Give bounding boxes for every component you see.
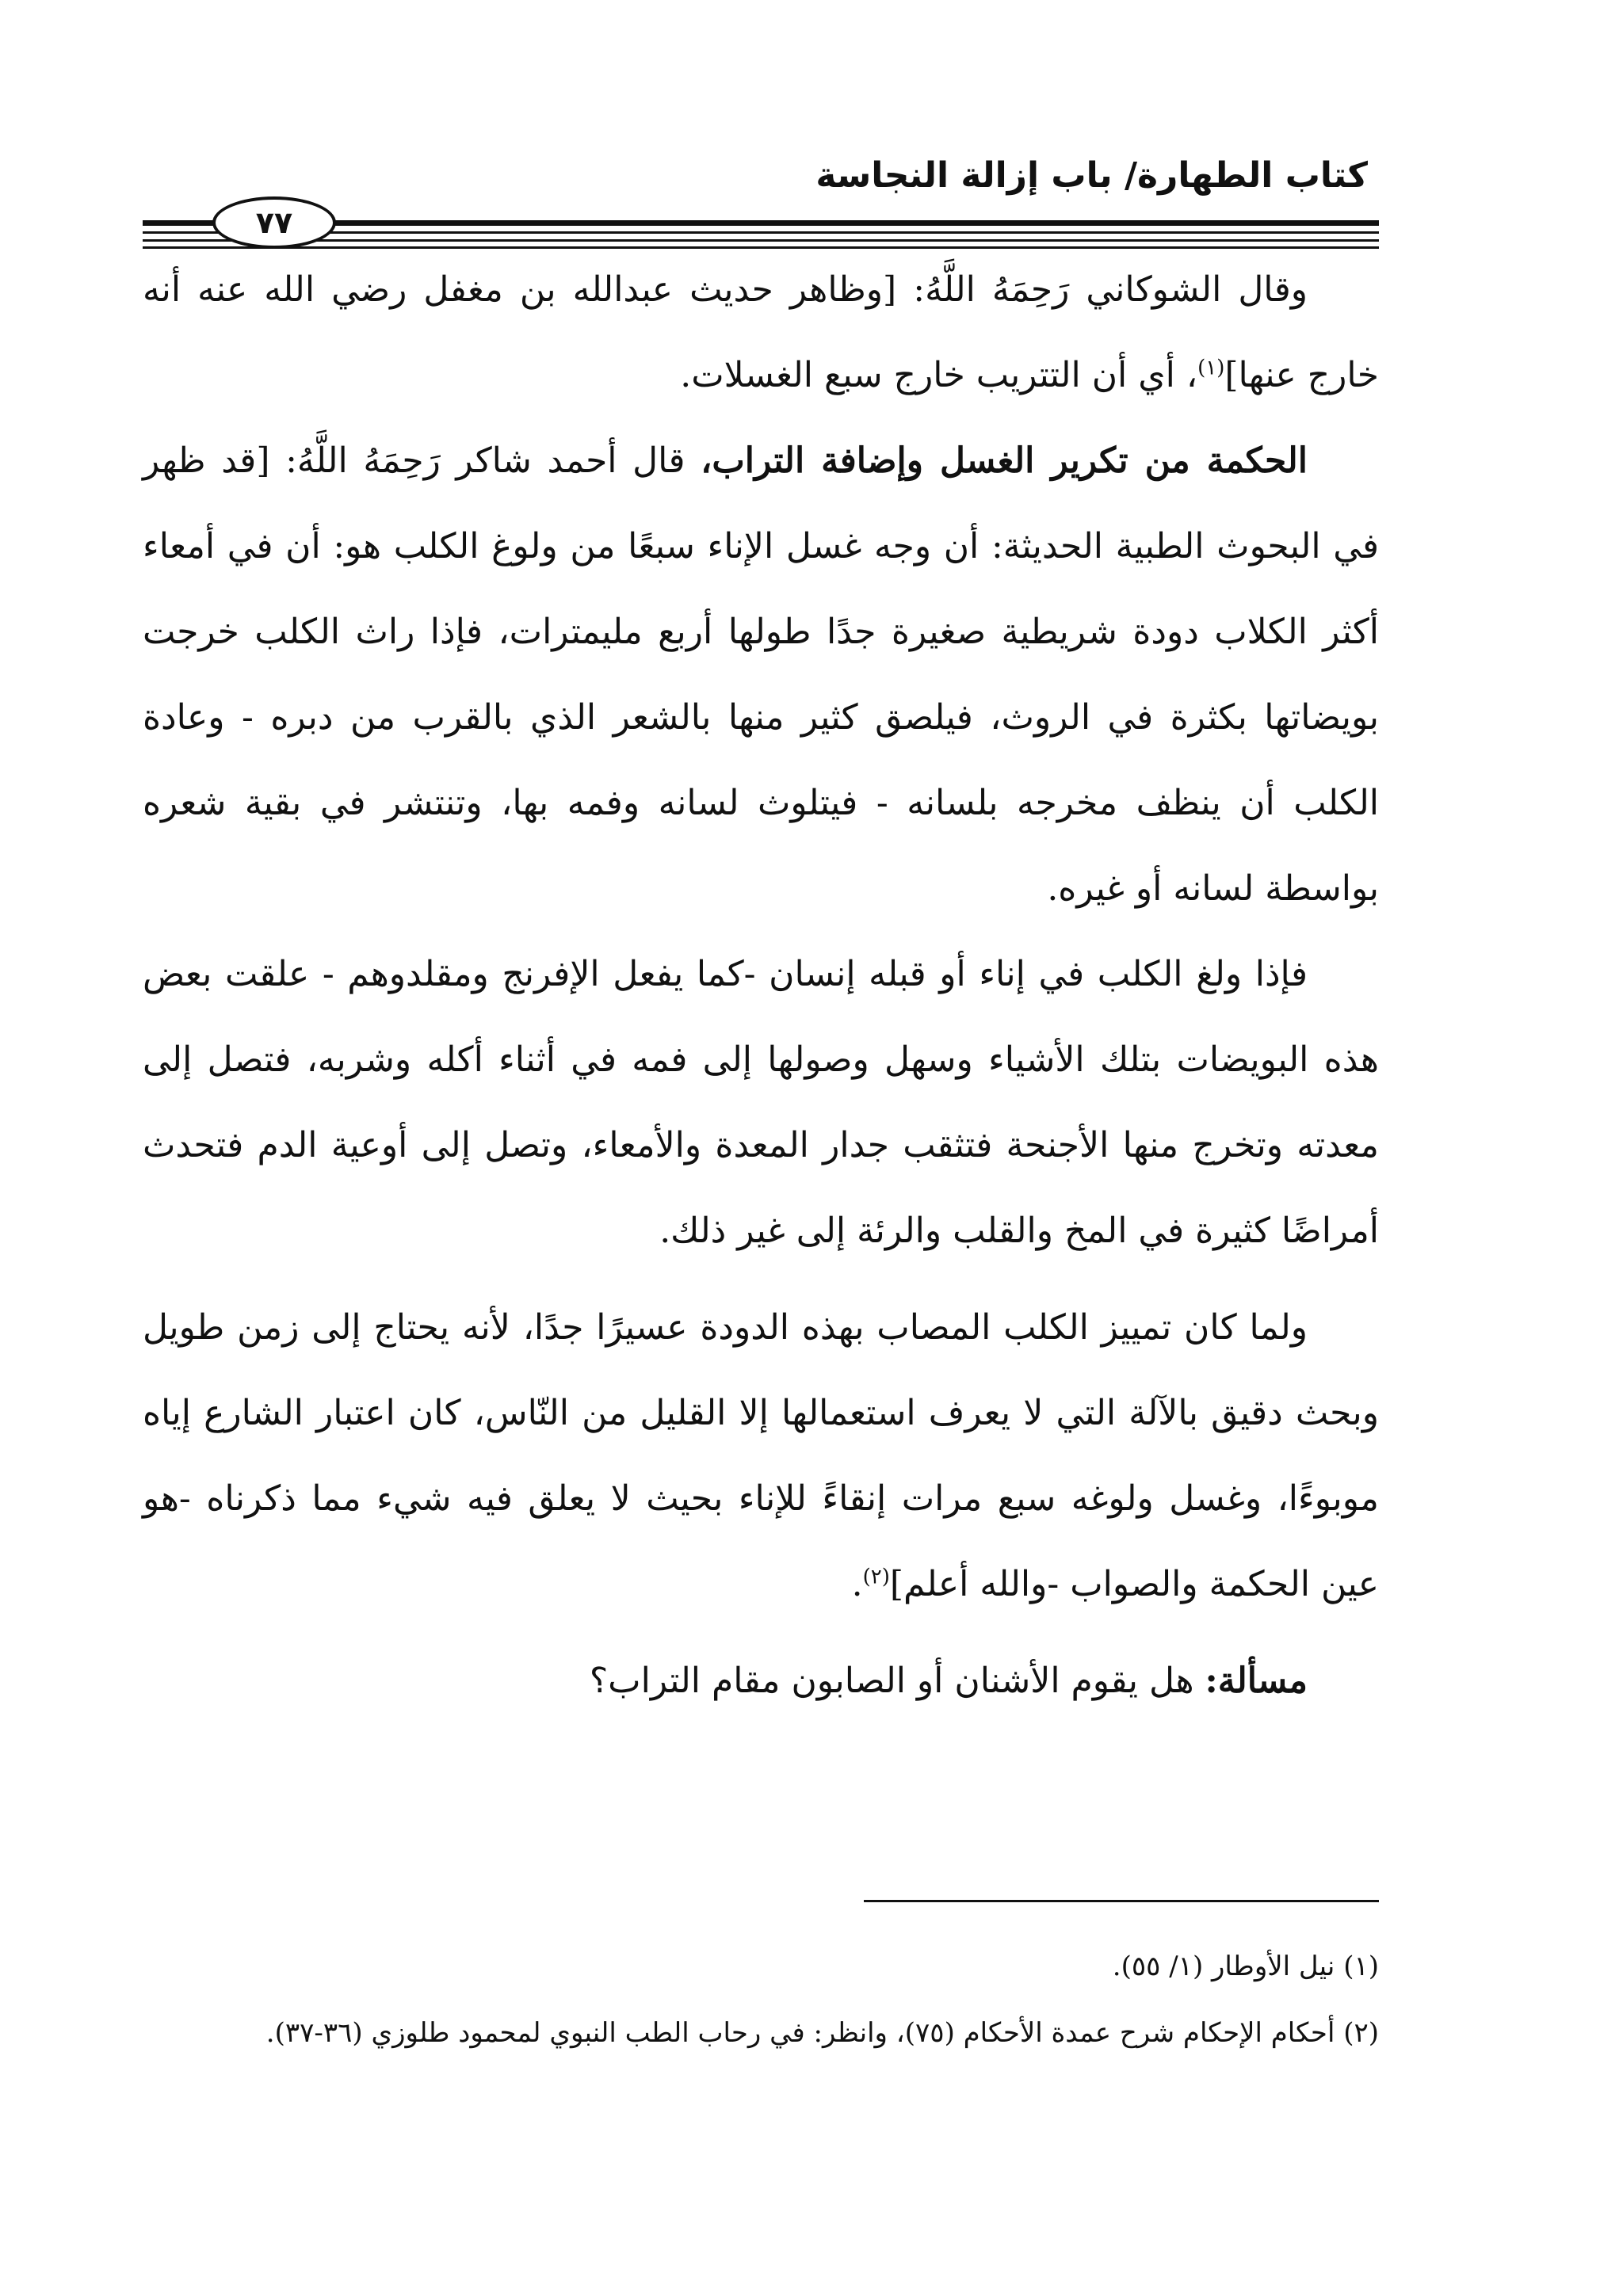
page-number bbox=[212, 196, 336, 249]
paragraph-1-tail: ، أي أن التتريب خارج سبع الغسلات. bbox=[680, 355, 1198, 395]
footnote-separator bbox=[864, 1900, 1379, 1902]
paragraph-1-text: وقال الشوكاني رَحِمَهُ اللَّهُ: [وظاهر حديث عبدالله بن مغفل رضي الله عنه أنه خارج عنها] bbox=[143, 269, 1379, 395]
paragraph-3-text: فإذا ولغ الكلب في إناء أو قبله إنسان -كما يفعل الإفرنج ومقلدوهم - علقت بعض هذه البويضات بتلك الأشياء وسهل وصولها إلى فمه في أثناء أكله وشربه، فتصل إلى معدته وتخرج منها الأجنحة فتثقب جدار المعدة والأمعاء، وتصل إلى أوعية الدم فتحدث أمراضًا كثيرة في المخ والقلب والرئة إلى غير ذلك. bbox=[143, 954, 1379, 1251]
footnote-ref-1: (١) bbox=[1197, 356, 1225, 380]
paragraph-4 bbox=[143, 1285, 1379, 1627]
page-number-text: ٧٧ bbox=[255, 205, 293, 240]
paragraph-5-heading: مسألة: bbox=[1205, 1661, 1308, 1701]
paragraph-2 bbox=[143, 418, 1379, 932]
paragraph-1 bbox=[143, 247, 1379, 418]
paragraph-5-text: هل يقوم الأشنان أو الصابون مقام التراب؟ bbox=[589, 1661, 1205, 1701]
running-head: كتاب الطهارة/ باب إزالة النجاسة bbox=[815, 155, 1368, 196]
footnotes bbox=[143, 1933, 1379, 2066]
paragraph-3 bbox=[143, 932, 1379, 1274]
paragraph-5 bbox=[143, 1638, 1379, 1724]
footnote-ref-2: (٢) bbox=[862, 1565, 890, 1589]
header-rule-thin bbox=[143, 239, 1379, 242]
main-text bbox=[143, 247, 1379, 1724]
footnote-1: (١) نيل الأوطار (١/ ٥٥). bbox=[1112, 1951, 1379, 1982]
footnote-2: (٢) أحكام الإحكام شرح عمدة الأحكام (٧٥)، وانظر: في رحاب الطب النبوي لمحمود طلوزي (٣٦-٣٧). bbox=[265, 2017, 1379, 2049]
paragraph-4-tail: . bbox=[851, 1564, 863, 1604]
paragraph-4-text: ولما كان تمييز الكلب المصاب بهذه الدودة عسيرًا جدًا، لأنه يحتاج إلى زمن طويل وبحث دقيق بالآلة التي لا يعرف استعمالها إلا القليل من النّاس، كان اعتبار الشارع إياه موبوءًا، وغسل ولوغه سبع مرات إنقاءً للإناء بحيث لا يعلق فيه شيء مما ذكرناه -هو عين الحكمة والصواب -والله أعلم] bbox=[143, 1307, 1379, 1604]
paragraph-2-heading: الحكمة من تكرير الغسل وإضافة التراب، bbox=[701, 441, 1308, 481]
paragraph-2-text: قال أحمد شاكر رَحِمَهُ اللَّهُ: [قد ظهر في البحوث الطبية الحديثة: أن وجه غسل الإناء سبعًا من ولوغ الكلب هو: أن في أمعاء أكثر الكلاب دودة شريطية صغيرة جدًا طولها أربع مليمترات، فإذا راث الكلب خرجت بويضاتها بكثرة في الروث، فيلصق كثير منها بالشعر الذي بالقرب من دبره - وعادة الكلب أن ينظف مخرجه بلسانه - فيتلوث لسانه وفمه بها، وتنتشر في بقية شعره بواسطة لسانه أو غيره. bbox=[143, 441, 1380, 909]
